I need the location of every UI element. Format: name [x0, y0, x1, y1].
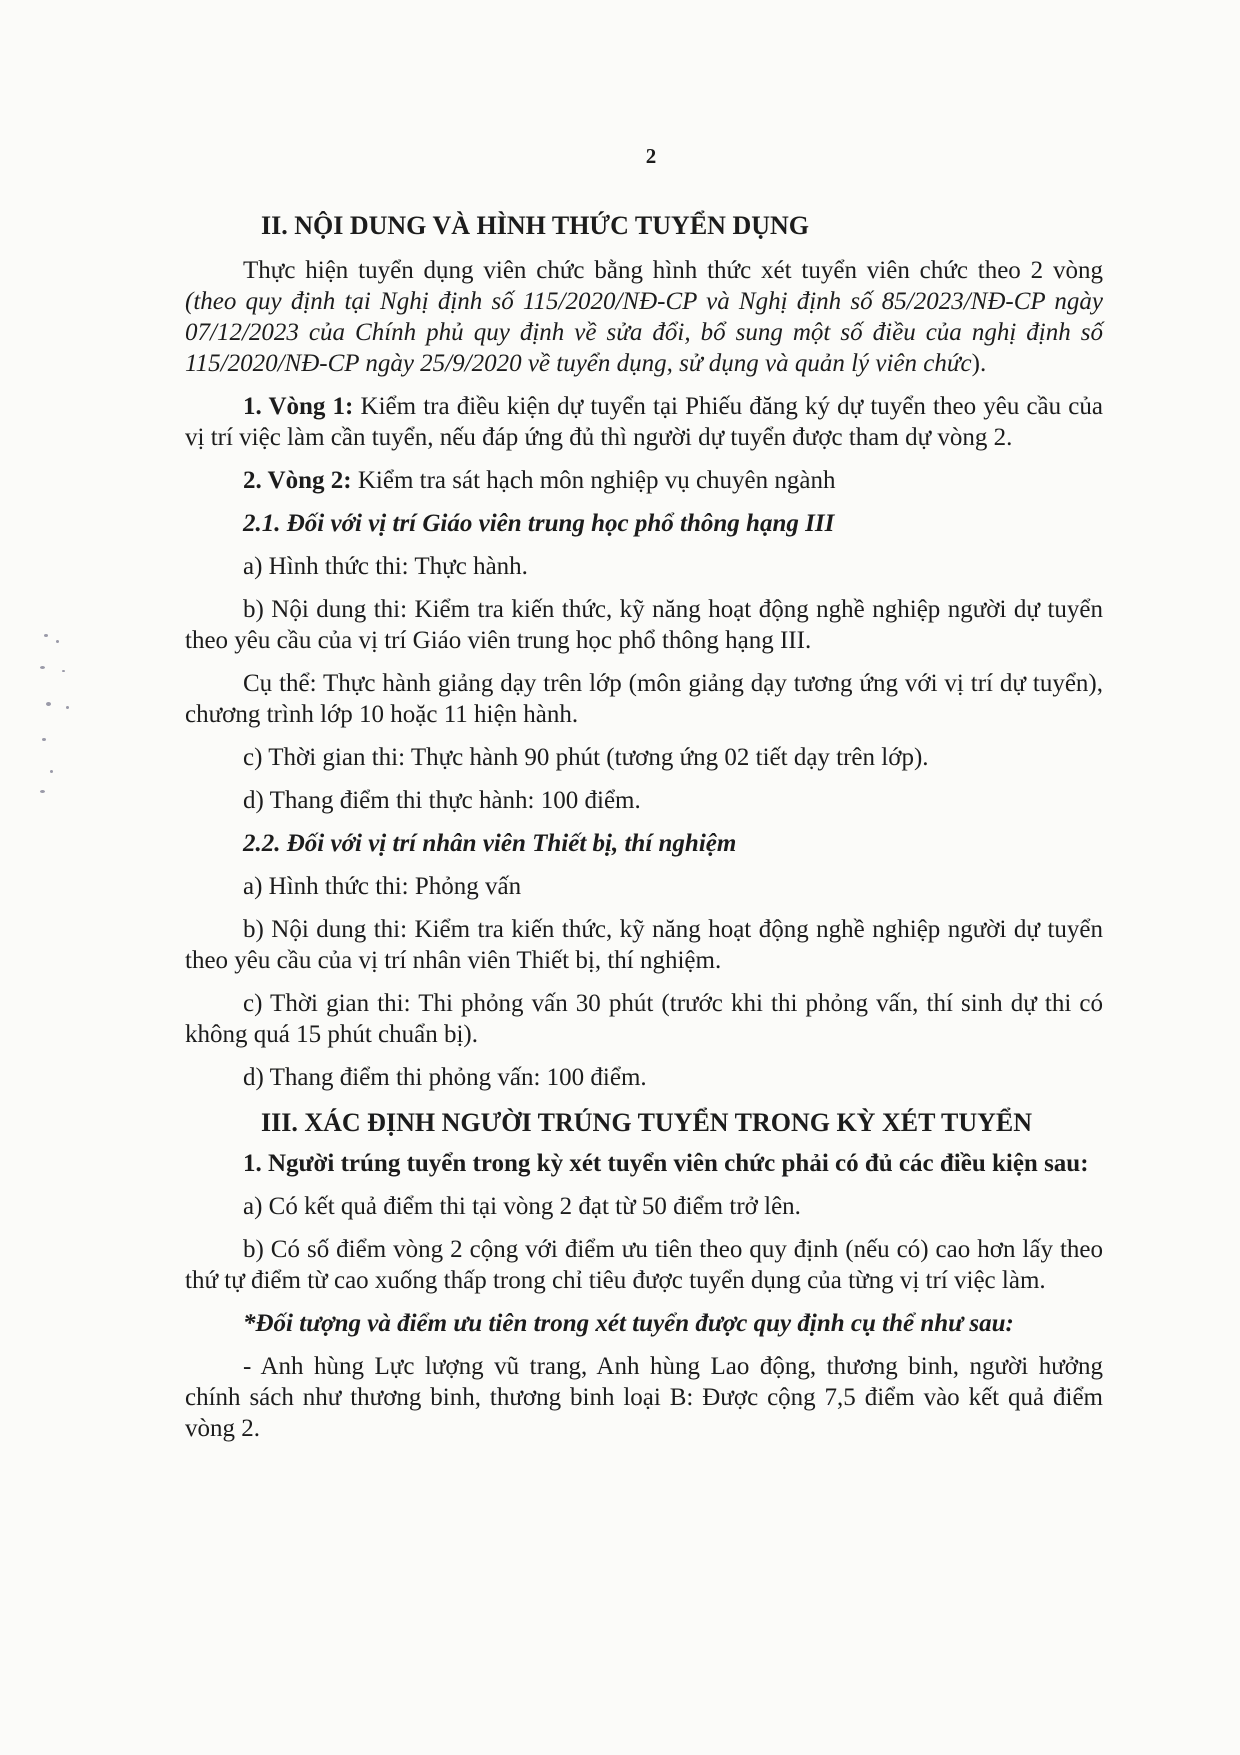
priority-title: *Đối tượng và điểm ưu tiên trong xét tuyển được quy định cụ thể như sau:: [243, 1310, 1014, 1337]
sub21-item-d: d) Thang điểm thi thực hành: 100 điểm.: [243, 787, 641, 814]
round-2-text: Kiểm tra sát hạch môn nghiệp vụ chuyên ngành: [351, 467, 836, 494]
scan-speck: [42, 738, 46, 741]
scan-speck: [66, 706, 69, 709]
sub22-item-c: c) Thời gian thi: Thi phỏng vấn 30 phút (trước khi thi phỏng vấn, thí sinh dự thi có không quá 15 phút chuẩn bị).: [185, 990, 1103, 1048]
round-1-text: Kiểm tra điều kiện dự tuyển tại Phiếu đăng ký dự tuyển theo yêu cầu của vị trí việc làm cần tuyển, nếu đáp ứng đủ thì người dự tuyển được tham dự vòng 2.: [185, 393, 1103, 451]
scan-speck: [40, 666, 45, 669]
subsection-2-1-title: 2.1. Đối với vị trí Giáo viên trung học phổ thông hạng III: [243, 510, 835, 537]
intro-tail: ).: [971, 350, 987, 377]
sub21-detail: Cụ thể: Thực hành giảng dạy trên lớp (môn giảng dạy tương ứng với vị trí dự tuyển), chương trình lớp 10 hoặc 11 hiện hành.: [185, 670, 1103, 728]
s3-item-b: b) Có số điểm vòng 2 cộng với điểm ưu tiên theo quy định (nếu có) cao hơn lấy theo thứ tự điểm từ cao xuống thấp trong chỉ tiêu được tuyển dụng của từng vị trí việc làm.: [185, 1236, 1103, 1294]
scan-speck: [46, 702, 51, 706]
intro-legal-reference: (theo quy định tại Nghị định số 115/2020/NĐ-CP và Nghị định số 85/2023/NĐ-CP ngày 07/12/2023 của Chính phủ quy định về sửa đổi, bổ sung một số điều của nghị định số 115/2020/NĐ-CP ngày 25/9/2020 về tuyển dụng, sử dụng và quản lý viên chức: [185, 288, 1103, 377]
document-body: [185, 210, 1103, 1456]
section-2-title: II. NỘI DUNG VÀ HÌNH THỨC TUYỂN DỤNG: [261, 211, 809, 240]
scan-speck: [50, 770, 53, 773]
sub21-item-c: c) Thời gian thi: Thực hành 90 phút (tương ứng 02 tiết dạy trên lớp).: [243, 744, 929, 771]
round-2-label: 2. Vòng 2:: [243, 467, 352, 494]
sub21-item-b: b) Nội dung thi: Kiểm tra kiến thức, kỹ năng hoạt động nghề nghiệp người dự tuyển theo yêu cầu của vị trí Giáo viên trung học phổ thông hạng III.: [185, 596, 1103, 654]
round-1-paragraph: [185, 391, 1103, 453]
scan-speck: [56, 640, 59, 643]
priority-item-1: - Anh hùng Lực lượng vũ trang, Anh hùng Lao động, thương binh, người hưởng chính sách như thương binh, thương binh loại B: Được cộng 7,5 điểm vào kết quả điểm vòng 2.: [185, 1353, 1103, 1442]
scan-speck: [40, 790, 45, 793]
s3-condition-1: 1. Người trúng tuyển trong kỳ xét tuyển viên chức phải có đủ các điều kiện sau:: [243, 1150, 1089, 1177]
scan-speck: [44, 634, 48, 637]
round-2-paragraph: [185, 465, 1103, 496]
sub22-item-b: b) Nội dung thi: Kiểm tra kiến thức, kỹ năng hoạt động nghề nghiệp người dự tuyển theo yêu cầu của vị trí nhân viên Thiết bị, thí nghiệm.: [185, 916, 1103, 974]
subsection-2-2-title: 2.2. Đối với vị trí nhân viên Thiết bị, thí nghiệm: [243, 830, 737, 857]
sub22-item-a: a) Hình thức thi: Phỏng vấn: [243, 873, 522, 900]
intro-text: Thực hiện tuyển dụng viên chức bằng hình thức xét tuyển viên chức theo 2 vòng: [243, 257, 1103, 284]
sub22-item-d: d) Thang điểm thi phỏng vấn: 100 điểm.: [243, 1064, 647, 1091]
section-3-title: III. XÁC ĐỊNH NGƯỜI TRÚNG TUYỂN TRONG KỲ XÉT TUYỂN: [261, 1108, 1032, 1137]
intro-paragraph: [185, 255, 1103, 379]
s3-item-a: a) Có kết quả điểm thi tại vòng 2 đạt từ 50 điểm trở lên.: [243, 1193, 801, 1220]
sub21-item-a: a) Hình thức thi: Thực hành.: [243, 553, 528, 580]
round-1-label: 1. Vòng 1:: [243, 393, 354, 420]
scan-speck: [62, 670, 65, 672]
margin-punch-marks: [36, 630, 86, 800]
page-number: 2: [645, 144, 657, 168]
